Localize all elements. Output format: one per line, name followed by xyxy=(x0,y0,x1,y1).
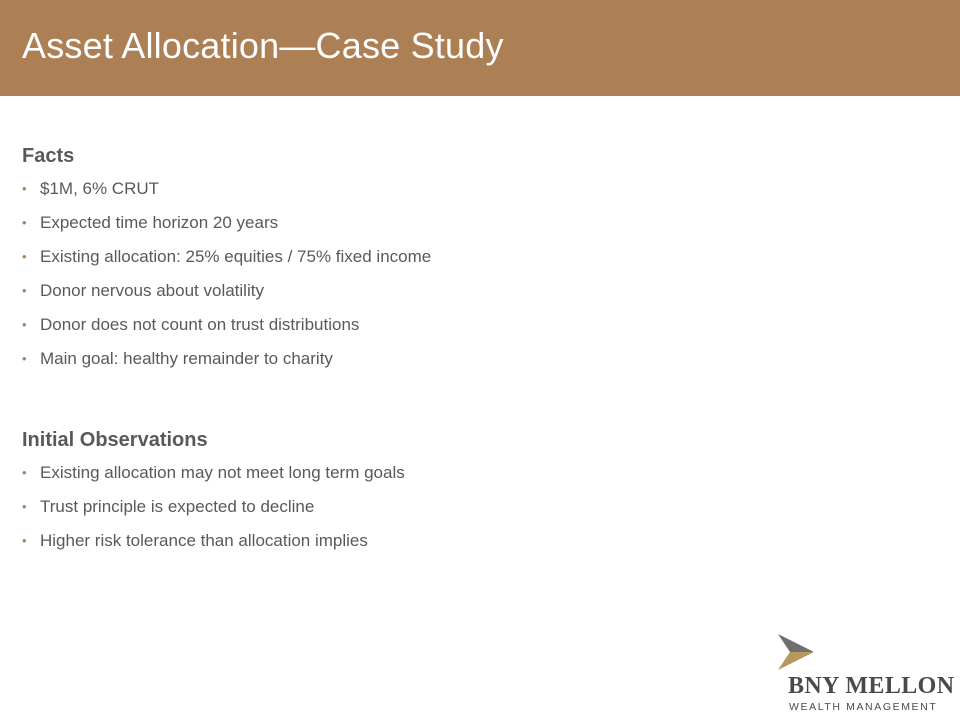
logo-mark-lower-chevron xyxy=(778,652,814,670)
facts-list-item xyxy=(22,174,742,208)
bullet-icon: • xyxy=(22,283,27,298)
facts-heading: Facts xyxy=(22,145,75,167)
title-bar xyxy=(0,0,960,96)
bullet-text: $1M, 6% CRUT xyxy=(40,179,160,198)
bullet-text: Higher risk tolerance than allocation implies xyxy=(40,531,368,550)
bullet-text: Existing allocation may not meet long term goals xyxy=(40,463,405,482)
bullet-icon: • xyxy=(22,317,27,332)
bullet-text: Donor nervous about volatility xyxy=(40,281,264,300)
facts-list-item xyxy=(22,208,742,242)
bullet-icon: • xyxy=(22,249,27,264)
logo-mark-upper-chevron xyxy=(778,634,814,652)
facts-list xyxy=(22,174,742,378)
bullet-icon: • xyxy=(22,351,27,366)
bullet-icon: • xyxy=(22,499,27,514)
bullet-text: Existing allocation: 25% equities / 75% fixed income xyxy=(40,247,432,266)
logo-wordmark: BNY MELLON xyxy=(788,673,955,699)
bullet-icon: • xyxy=(22,215,27,230)
bullet-text: Donor does not count on trust distributions xyxy=(40,315,360,334)
facts-section xyxy=(22,142,742,378)
slide-title: Asset Allocation—Case Study xyxy=(22,25,504,66)
logo-subtitle: WEALTH MANAGEMENT xyxy=(789,701,938,713)
observations-section xyxy=(22,426,742,560)
observations-list-item xyxy=(22,492,742,526)
facts-list-item xyxy=(22,242,742,276)
bullet-icon: • xyxy=(22,465,27,480)
observations-heading: Initial Observations xyxy=(22,429,208,451)
observations-list xyxy=(22,458,742,560)
bullet-icon: • xyxy=(22,181,27,196)
bny-mellon-logo xyxy=(776,632,960,720)
bullet-text: Trust principle is expected to decline xyxy=(40,497,315,516)
bullet-text: Main goal: healthy remainder to charity xyxy=(40,349,333,368)
observations-list-item xyxy=(22,458,742,492)
bny-mellon-mark-icon xyxy=(776,632,826,672)
facts-list-item xyxy=(22,344,742,378)
observations-list-item xyxy=(22,526,742,560)
bullet-icon: • xyxy=(22,533,27,548)
facts-list-item xyxy=(22,310,742,344)
bullet-text: Expected time horizon 20 years xyxy=(40,213,279,232)
facts-list-item xyxy=(22,276,742,310)
